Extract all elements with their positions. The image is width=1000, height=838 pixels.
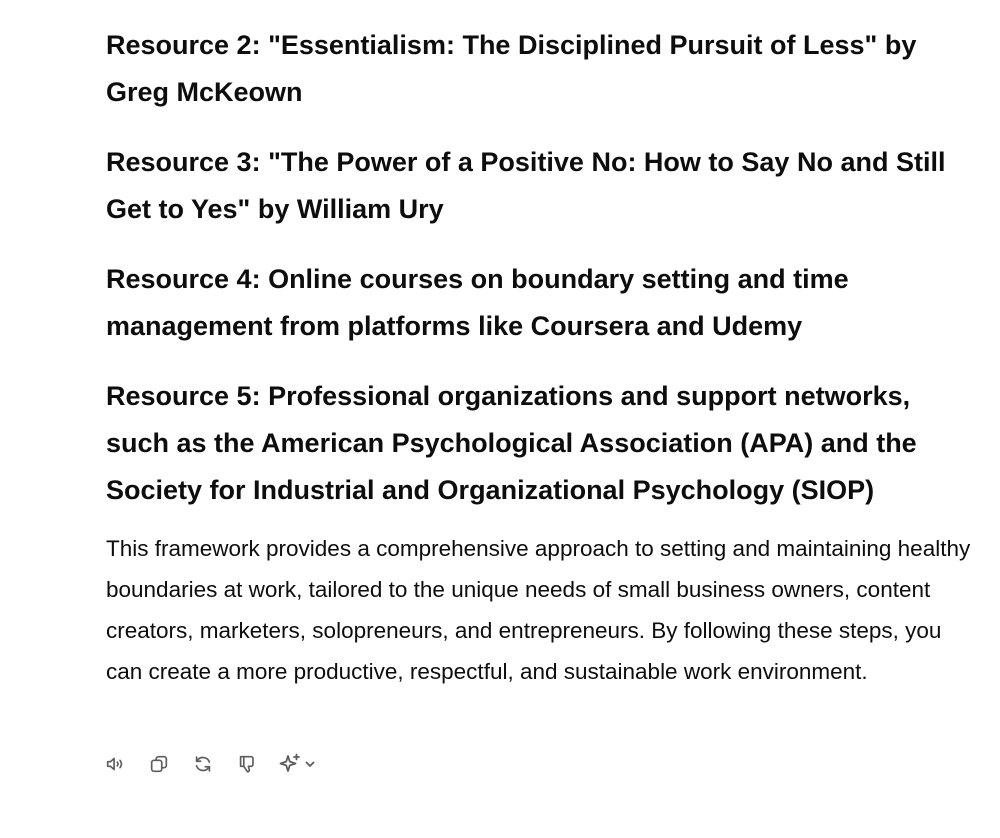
summary-paragraph: This framework provides a comprehensive approach to setting and maintaining healthy boundaries at work, tailored to the unique needs of small business owners, content creators, marketers, solopreneurs, and entrepreneurs. By following these steps, you can create a more productive, respectful, and sustainable work environment. [106, 536, 971, 684]
read-aloud-icon [104, 753, 126, 775]
resource-5-heading: Resource 5: Professional organizations and support networks, such as the American Psychological Association (APA) and the Society for Industrial and Organizational Psychology (SIOP) [106, 381, 917, 505]
message-action-bar [102, 750, 316, 778]
read-aloud-button[interactable] [102, 751, 128, 777]
regenerate-button[interactable] [190, 751, 216, 777]
copy-icon [148, 753, 170, 775]
resource-3-heading: Resource 3: "The Power of a Positive No: How to Say No and Still Get to Yes" by William Ury [106, 147, 946, 224]
thumbs-down-icon [236, 753, 258, 775]
assistant-message [106, 22, 976, 692]
resource-2-heading: Resource 2: "Essentialism: The Disciplined Pursuit of Less" by Greg McKeown [106, 30, 917, 107]
regenerate-icon [192, 753, 214, 775]
chevron-down-icon [304, 758, 316, 770]
thumbs-down-button[interactable] [234, 751, 260, 777]
model-switcher-button[interactable] [278, 751, 316, 777]
copy-button[interactable] [146, 751, 172, 777]
resource-4-heading: Resource 4: Online courses on boundary setting and time management from platforms like Coursera and Udemy [106, 264, 849, 341]
sparkle-icon [278, 752, 302, 776]
